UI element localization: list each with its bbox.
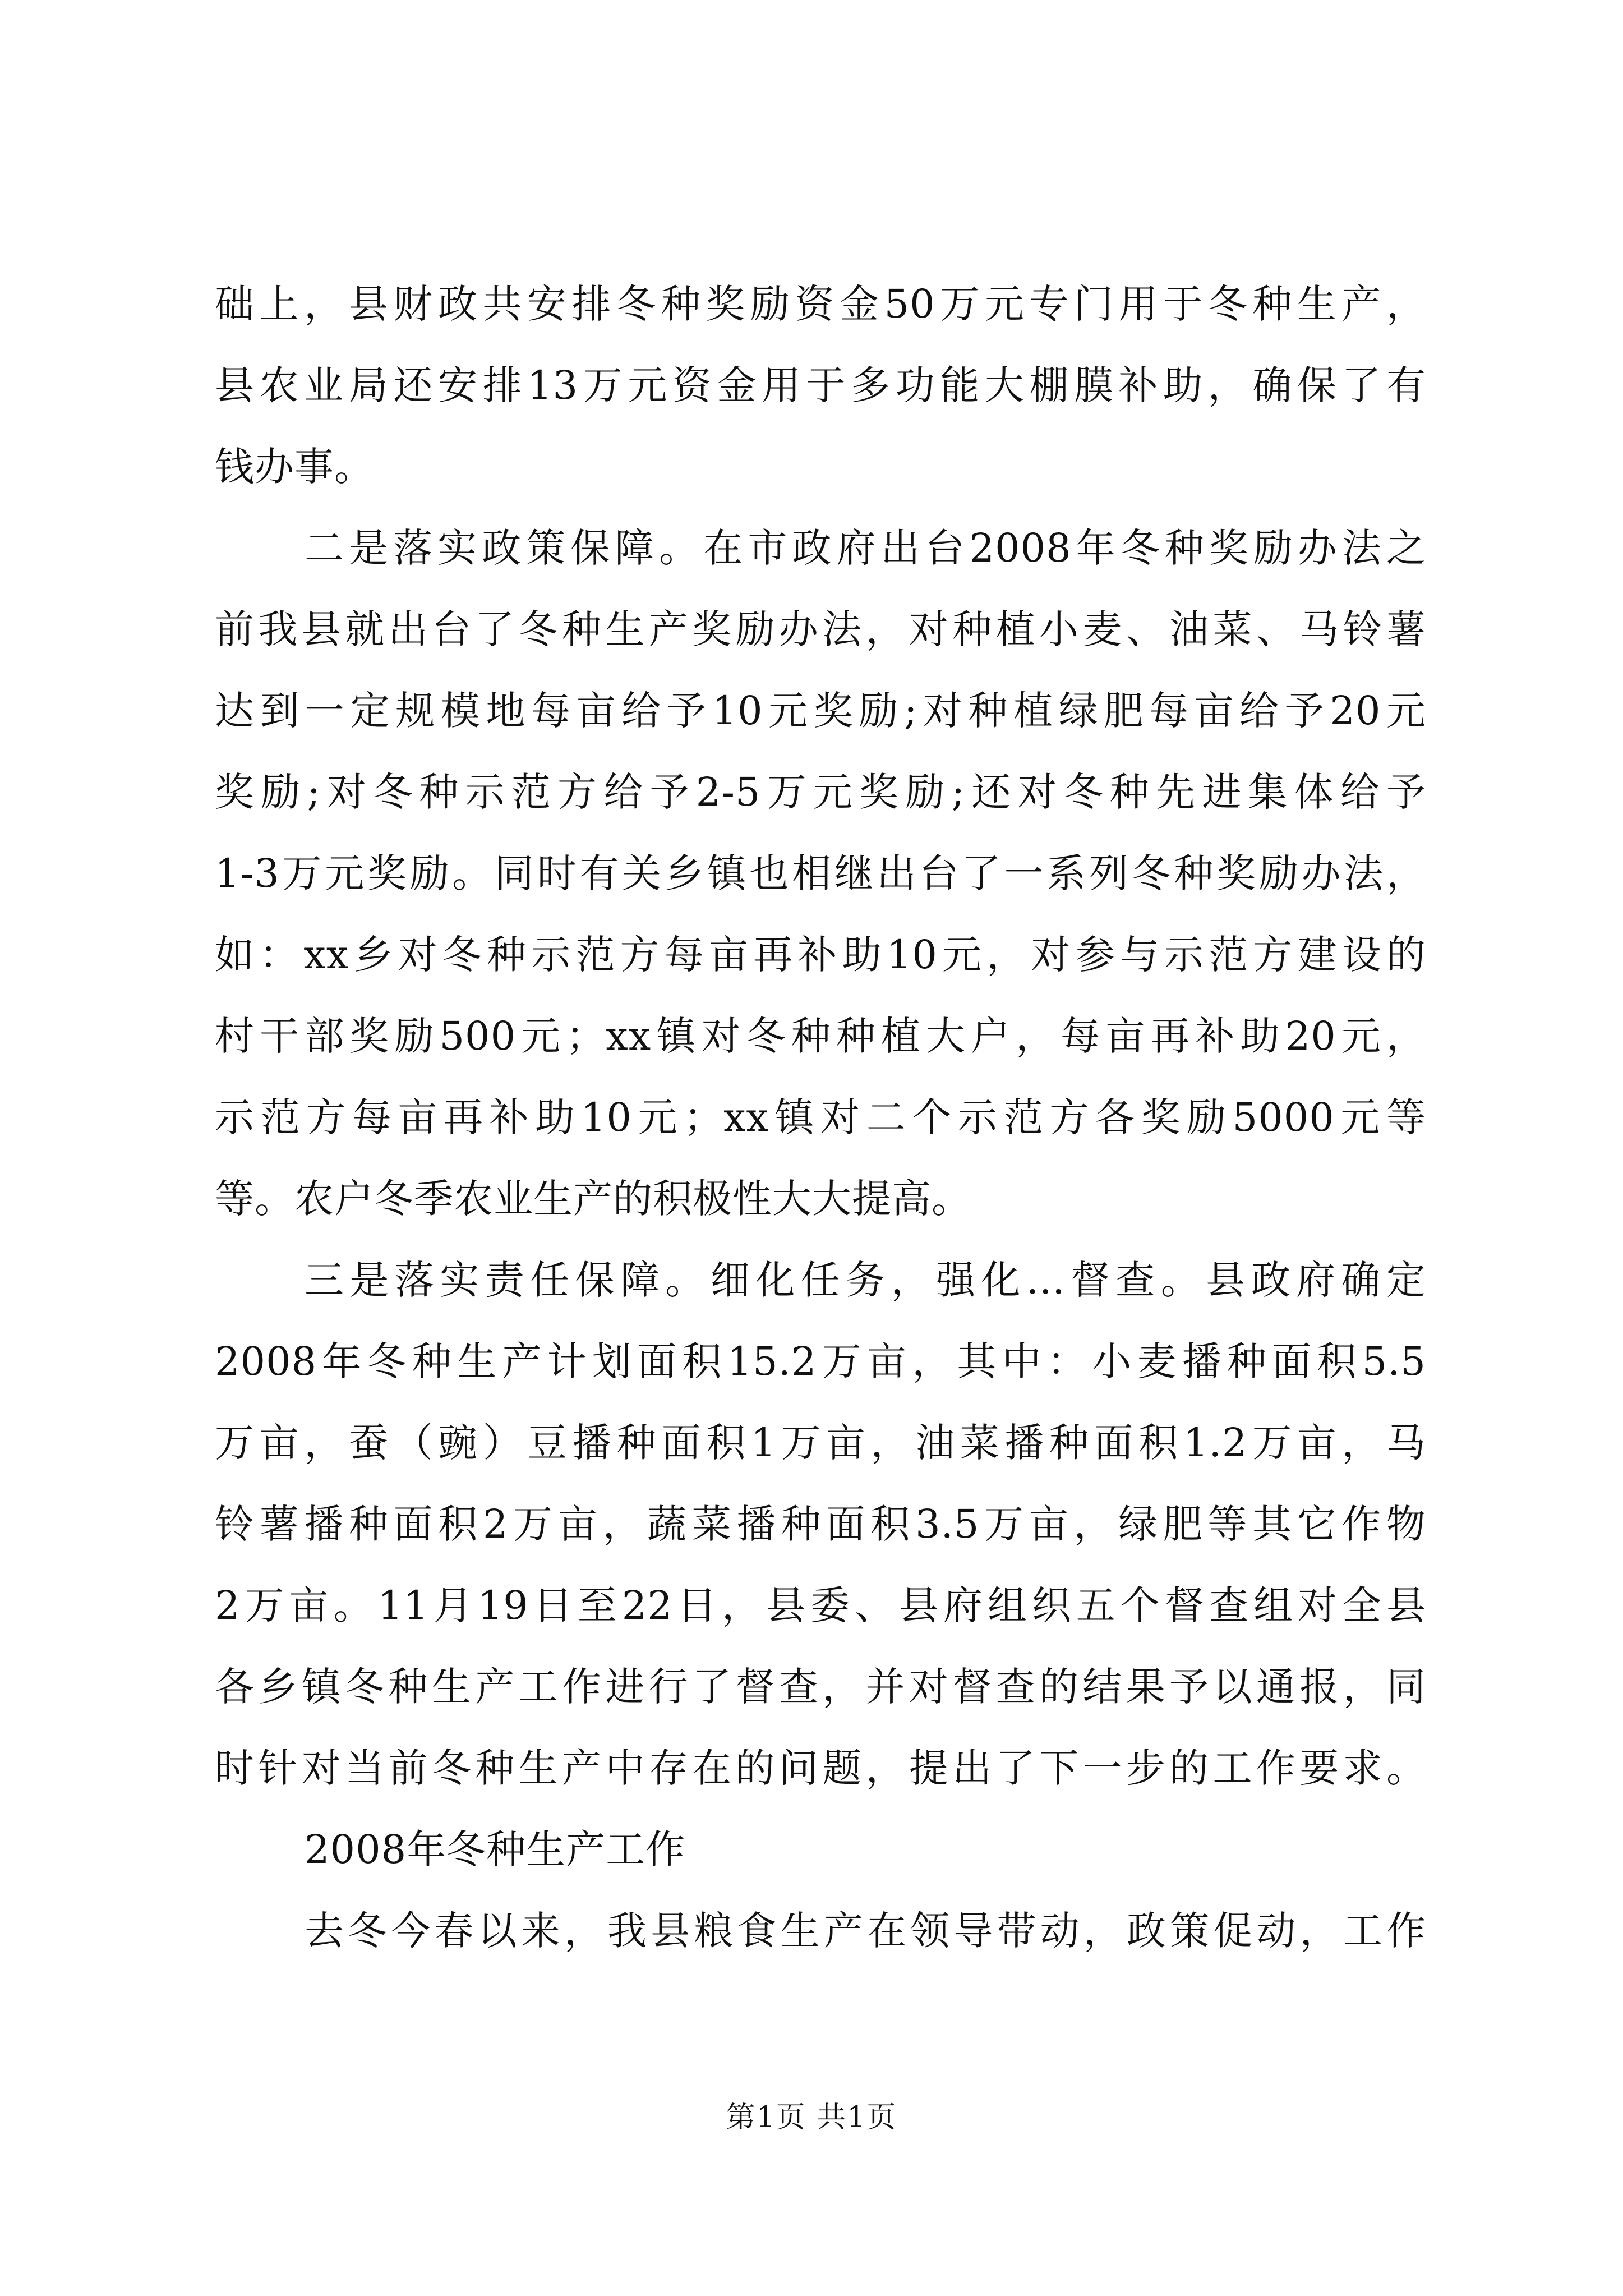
text-line: 2万亩。11月19日至22日，县委、县府组织五个督查组对全县 [215, 1582, 1426, 1628]
text-line: 二是落实政策保障。在市政府出台2008年冬种奖励办法之 [305, 525, 1426, 571]
text-line: 各乡镇冬种生产工作进行了督查，并对督查的结果予以通报，同 [215, 1664, 1426, 1710]
page-number-label: 第1页 共1页 [726, 2101, 897, 2134]
text-line: 达到一定规模地每亩给予10元奖励;对种植绿肥每亩给予20元 [215, 688, 1426, 734]
text-line: 村干部奖励500元；xx镇对冬种种植大户，每亩再补助20元， [215, 1013, 1426, 1059]
text-line: 1-3万元奖励。同时有关乡镇也相继出台了一系列冬种奖励办法， [215, 850, 1426, 896]
text-line: 去冬今春以来，我县粮食生产在领导带动，政策促动，工作 [305, 1908, 1426, 1954]
text-line: 县农业局还安排13万元资金用于多功能大棚膜补助，确保了有 [215, 362, 1426, 408]
text-line: 时针对当前冬种生产中存在的问题，提出了下一步的工作要求。 [215, 1745, 1426, 1791]
text-line: 钱办事。 [215, 444, 374, 490]
text-line: 奖励;对冬种示范方给予2-5万元奖励;还对冬种先进集体给予 [215, 769, 1426, 815]
text-line: 如：xx乡对冬种示范方每亩再补助10元，对参与示范方建设的 [215, 932, 1426, 978]
text-line: 示范方每亩再补助10元；xx镇对二个示范方各奖励5000元等 [215, 1094, 1426, 1140]
page-footer [0, 2098, 1623, 2137]
text-line: 铃薯播种面积2万亩，蔬菜播种面积3.5万亩，绿肥等其它作物 [215, 1501, 1426, 1547]
document-body [215, 264, 1426, 1972]
text-line: 2008年冬种生产计划面积15.2万亩，其中：小麦播种面积5.5 [215, 1338, 1426, 1384]
text-line: 前我县就出台了冬种生产奖励办法，对种植小麦、油菜、马铃薯 [215, 606, 1426, 652]
text-line: 础上，县财政共安排冬种奖励资金50万元专门用于冬种生产， [215, 281, 1426, 327]
text-line: 等。农户冬季农业生产的积极性大大提高。 [215, 1176, 971, 1222]
section-heading: 2008年冬种生产工作 [305, 1826, 686, 1872]
text-line: 三是落实责任保障。细化任务，强化...督查。县政府确定 [305, 1257, 1426, 1303]
text-line: 万亩，蚕（豌）豆播种面积1万亩，油菜播种面积1.2万亩，马 [215, 1420, 1426, 1466]
